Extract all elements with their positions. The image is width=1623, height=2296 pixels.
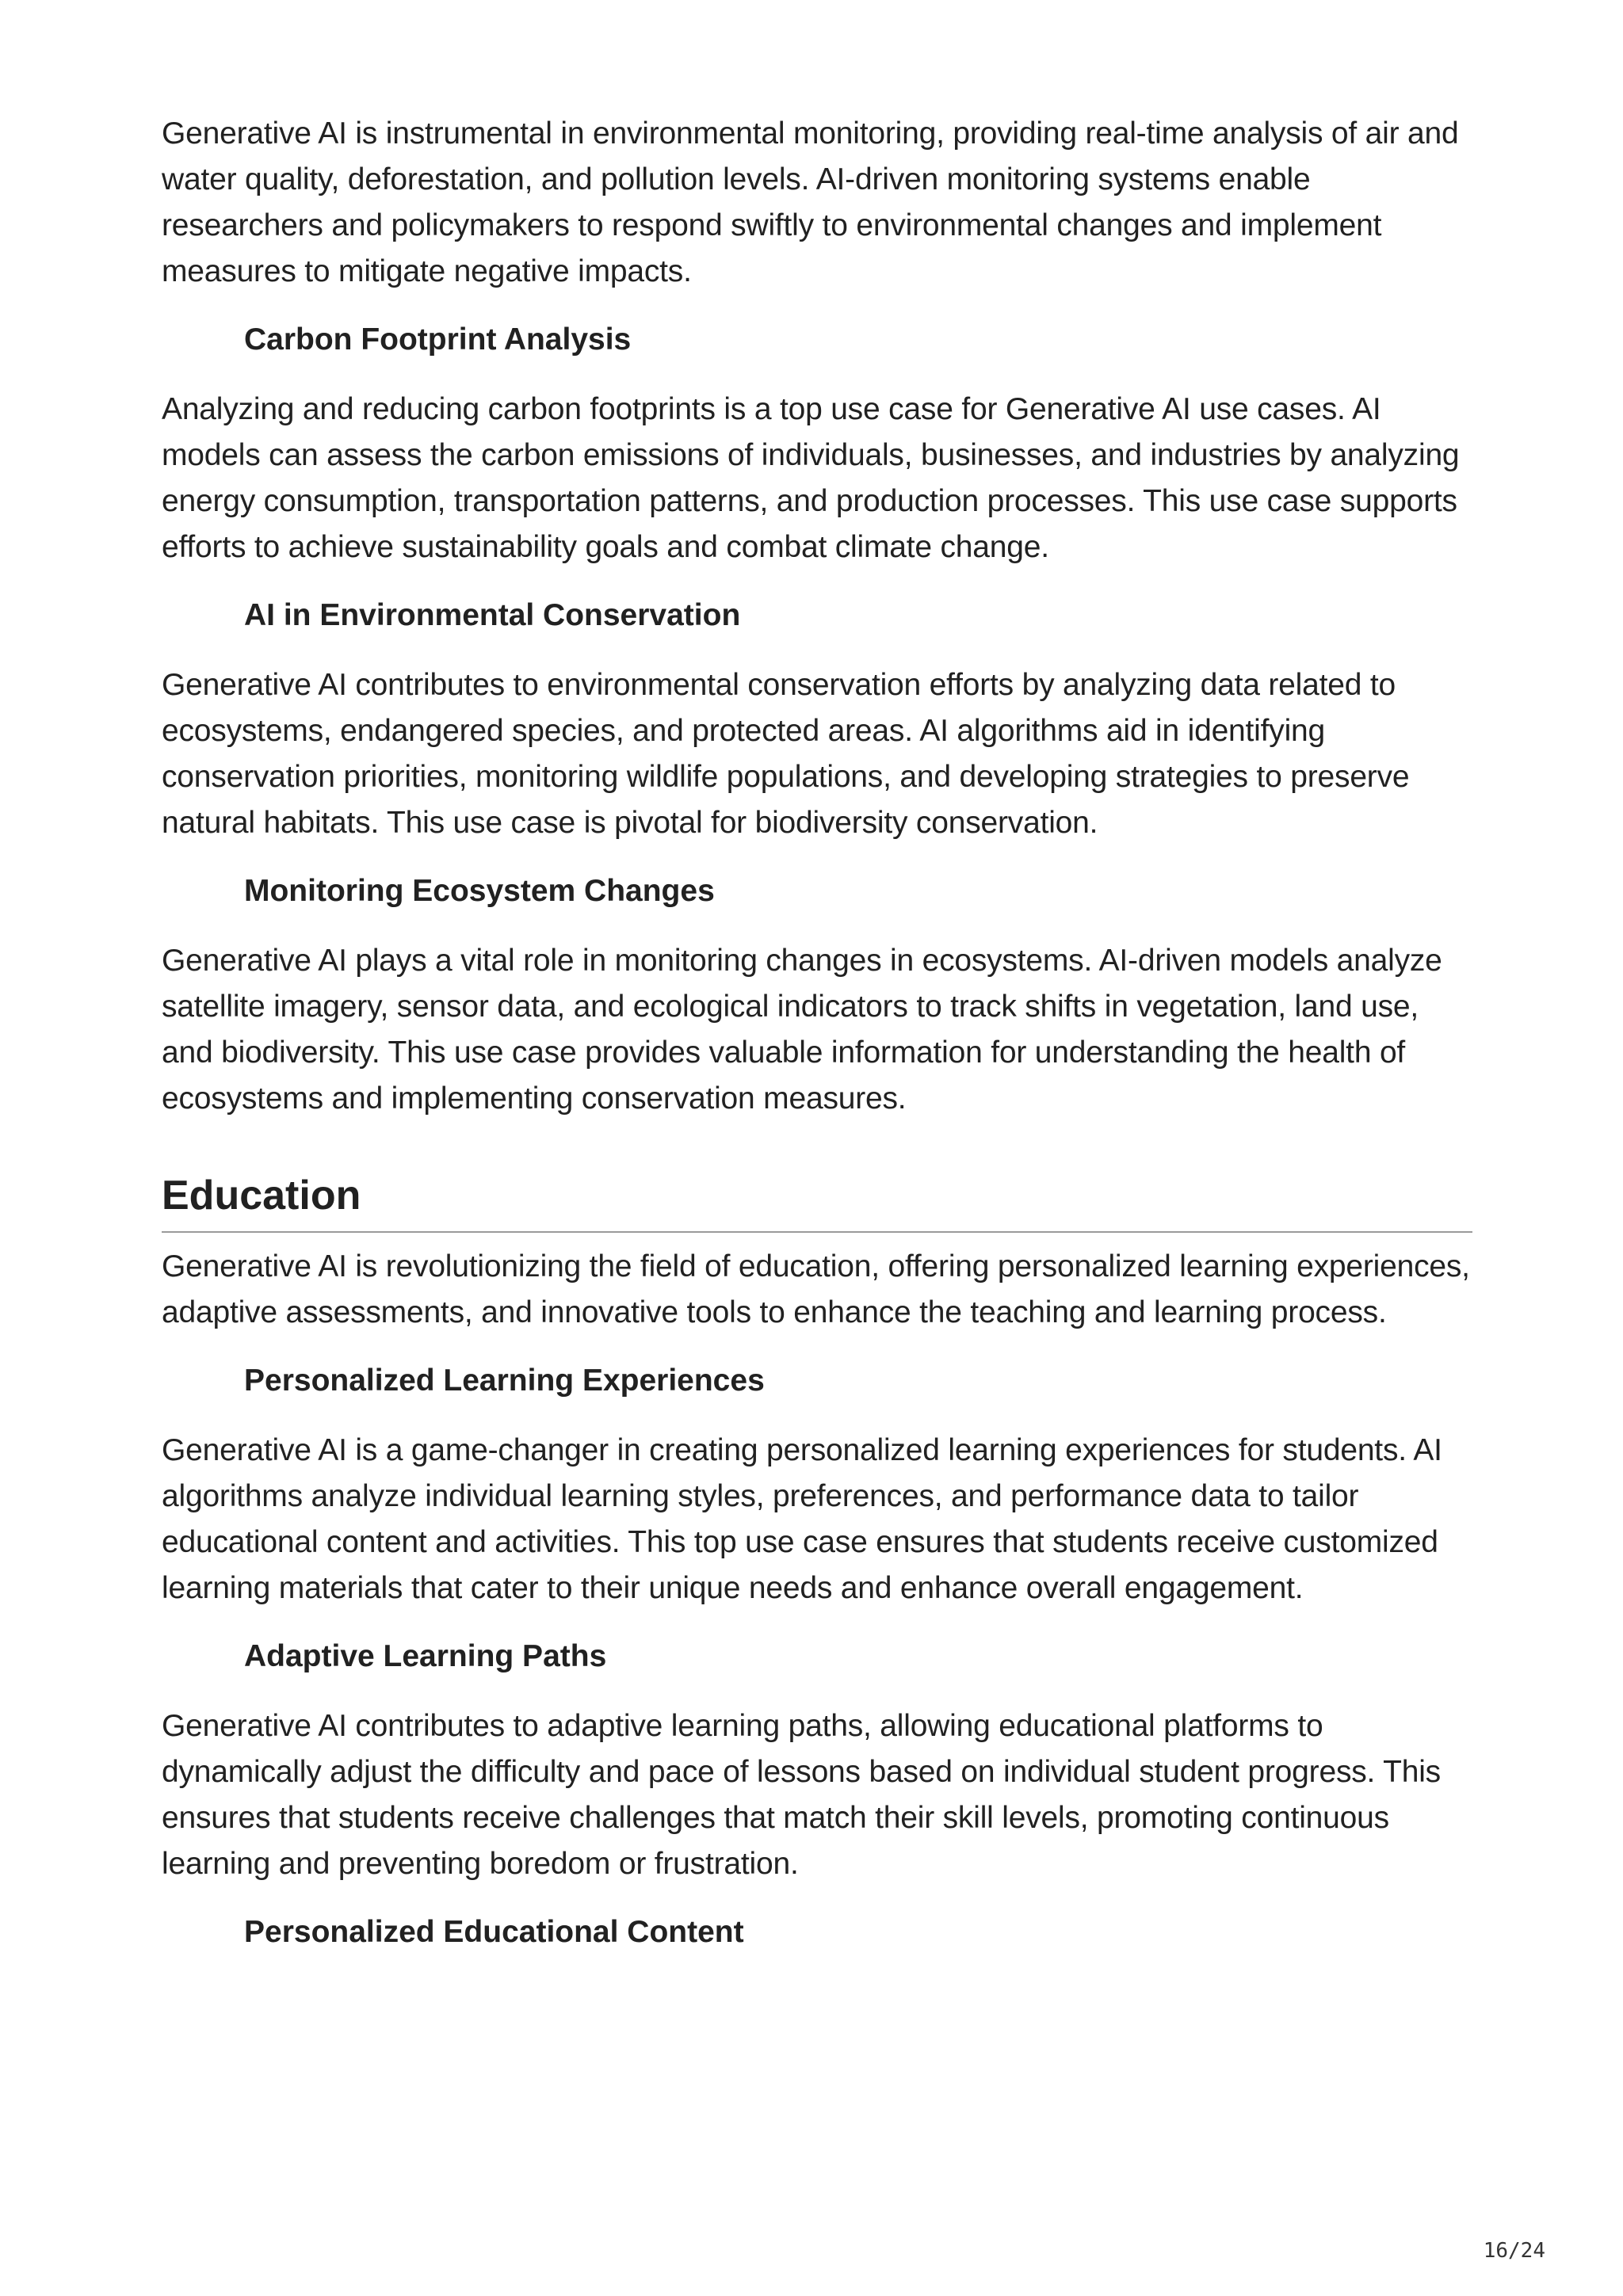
paragraph-adaptive-learning: Generative AI contributes to adaptive learning paths, allowing educational platforms to dynamically adjust the difficulty and pace of lessons based on individual student progress. This ensures that students receive challenges that match their skill levels, promoting continuous learning and preventing boredom or frustration.	[162, 1709, 1441, 1881]
subheading-personalized-content: Personalized Educational Content	[244, 1915, 744, 1949]
intro-paragraph: Generative AI is instrumental in environmental monitoring, providing real-time analysis of air and water quality, deforestation, and pollution levels. AI-driven monitoring systems enable researchers and policymakers to respond swiftly to environmental changes and implement measures to mitigate negative impacts.	[162, 116, 1459, 288]
paragraph-education-intro: Generative AI is revolutionizing the field of education, offering personalized learning experiences, adaptive assessments, and innovative tools to enhance the teaching and learning process.	[162, 1249, 1470, 1329]
page-number: 16/24	[1483, 2239, 1545, 2263]
paragraph-personalized-learning: Generative AI is a game-changer in creating personalized learning experiences for students. AI algorithms analyze individual learning styles, preferences, and performance data to tailor educational content and activities. This top use case ensures that students receive customized learning materials that cater to their unique needs and enhance overall engagement.	[162, 1433, 1442, 1605]
section-heading-education: Education	[162, 1171, 1472, 1233]
paragraph-carbon-footprint: Analyzing and reducing carbon footprints is a top use case for Generative AI use cases. AI models can assess the carbon emissions of individuals, businesses, and industries by analyzing energy consumption, transportation patterns, and production processes. This use case supports efforts to achieve sustainability goals and combat climate change.	[162, 392, 1460, 564]
subheading-personalized-learning: Personalized Learning Experiences	[244, 1363, 765, 1398]
subheading-ecosystem-changes: Monitoring Ecosystem Changes	[244, 874, 715, 908]
subheading-carbon-footprint: Carbon Footprint Analysis	[244, 322, 632, 357]
paragraph-ecosystem-changes: Generative AI plays a vital role in monitoring changes in ecosystems. AI-driven models analyze satellite imagery, sensor data, and ecological indicators to track shifts in vegetation, land use, and biodiversity. This use case provides valuable information for understanding the health of ecosystems and implementing conservation measures.	[162, 944, 1442, 1116]
paragraph-environmental-conservation: Generative AI contributes to environmental conservation efforts by analyzing data related to ecosystems, endangered species, and protected areas. AI algorithms aid in identifying conservation priorities, monitoring wildlife populations, and developing strategies to preserve natural habitats. This use case is pivotal for biodiversity conservation.	[162, 668, 1410, 840]
document-page	[162, 111, 1472, 1979]
subheading-adaptive-learning: Adaptive Learning Paths	[244, 1639, 607, 1673]
subheading-environmental-conservation: AI in Environmental Conservation	[244, 598, 741, 632]
